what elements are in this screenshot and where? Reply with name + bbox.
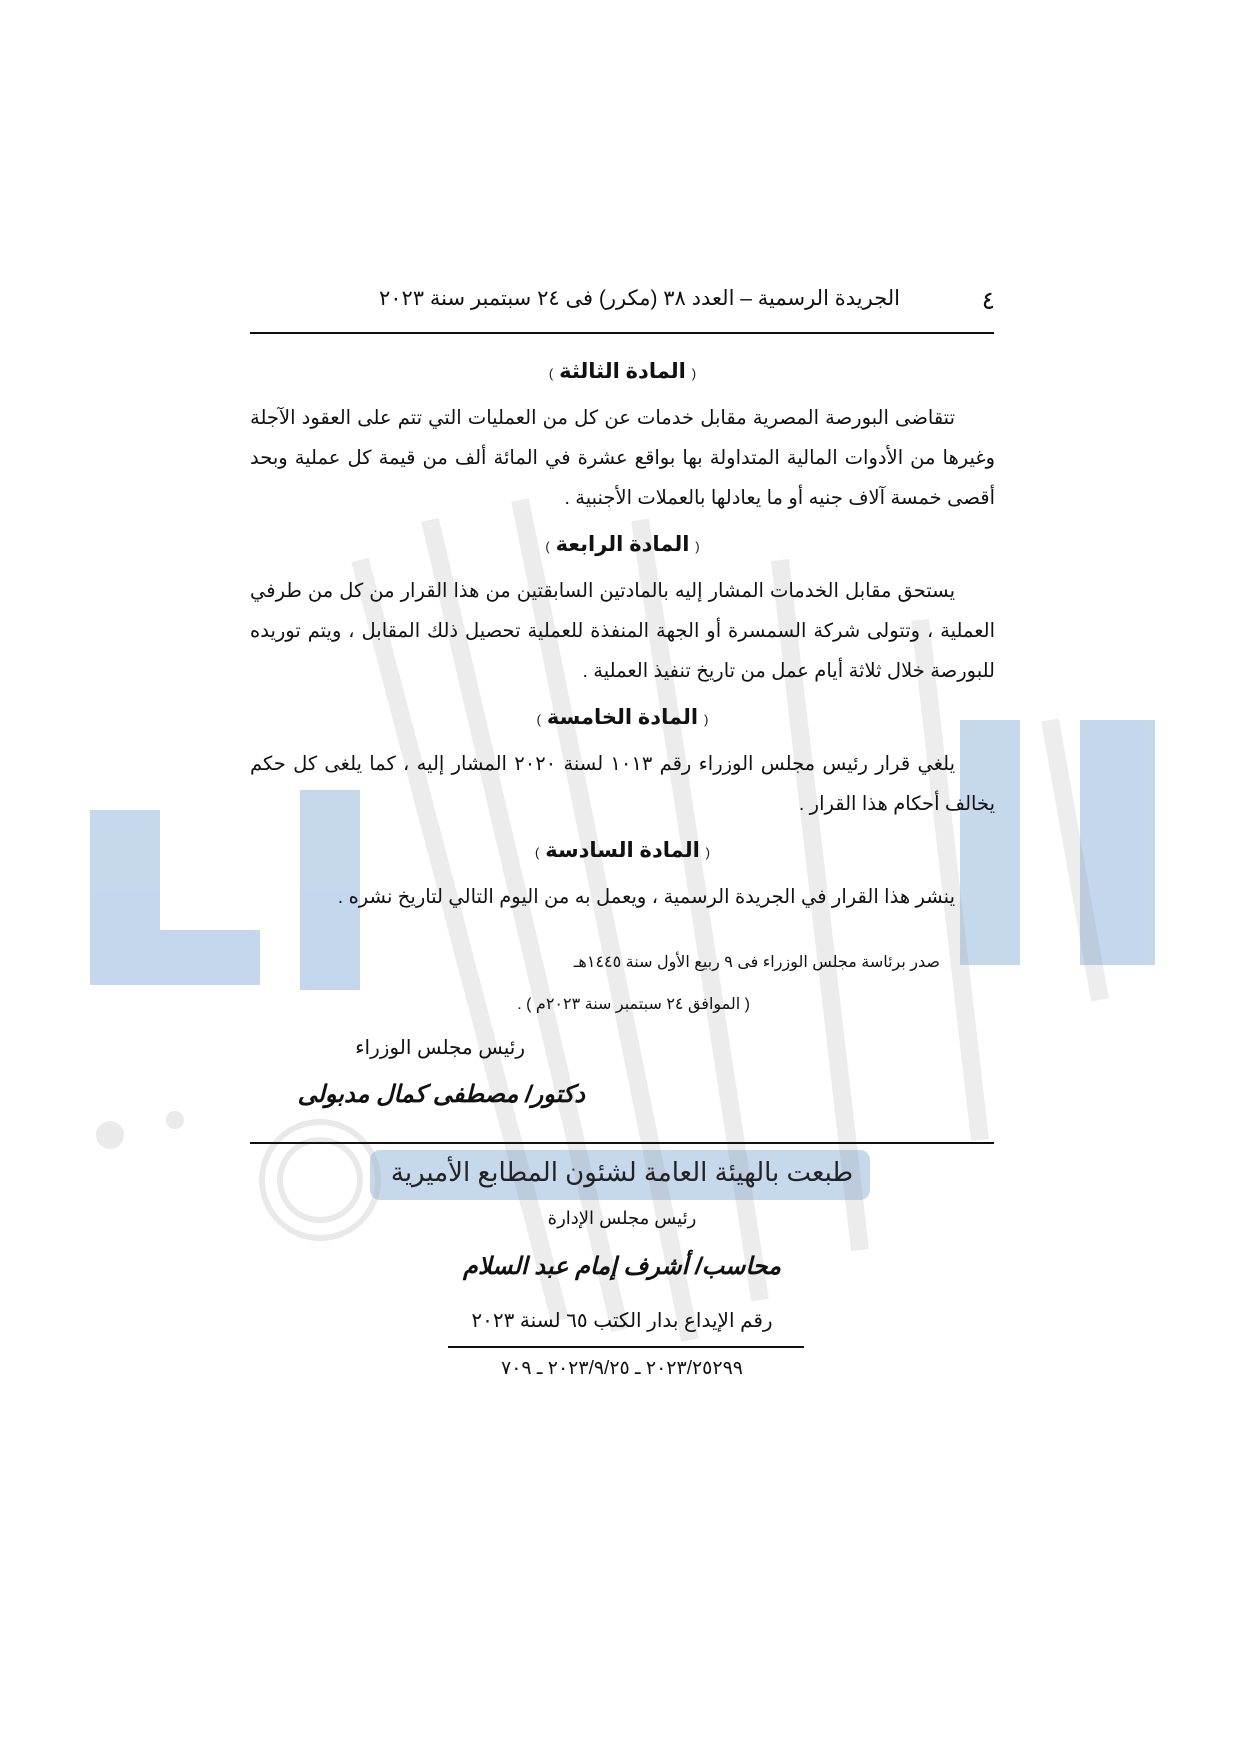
gazette-title: الجريدة الرسمية – العدد ٣٨ (مكرر) فى ٢٤ سبتمبر سنة ٢٠٢٣ bbox=[378, 287, 900, 310]
chairman-title: رئيس مجلس الإدارة bbox=[547, 1208, 697, 1228]
corresponding-date: ( الموافق ٢٤ سبتمبر سنة ٢٠٢٣م ) . bbox=[517, 996, 750, 1013]
article-3 bbox=[250, 359, 995, 518]
article-text: يستحق مقابل الخدمات المشار إليه بالمادتين السابقتين من هذا القرار من كل من طرفي العملية ، وتتولى شركة السمسرة أو الجهة المنفذة للعملية تحصيل ذلك المقابل ، ويتم توريده للبورصة خلال ثلاثة أيام عمل من تاريخ تنفيذ العملية . bbox=[250, 580, 995, 682]
serial-number: ٢٠٢٣/٢٥٢٩٩ ـ ٢٠٢٣/٩/٢٥ ـ ٧٠٩ bbox=[501, 1358, 743, 1379]
article-heading: ( المادة الرابعة ) bbox=[545, 533, 700, 556]
article-heading: ( المادة الثالثة ) bbox=[548, 360, 697, 383]
articles bbox=[250, 345, 995, 917]
footer-rule bbox=[250, 1142, 994, 1144]
article-text: تتقاضى البورصة المصرية مقابل خدمات عن كل من العمليات التي تتم على العقود الآجلة وغيرها من الأدوات المالية المتداولة بها بواقع عشرة في المائة ألف من قيمة كل عملية وبحد أقصى خمسة آلاف جنيه أو ما يعادلها بالعملات الأجنبية . bbox=[250, 407, 995, 509]
deposit-rule bbox=[448, 1346, 804, 1348]
article-heading: ( المادة الخامسة ) bbox=[536, 706, 709, 729]
article-5 bbox=[250, 705, 995, 824]
article-6 bbox=[250, 838, 995, 917]
article-heading: ( المادة السادسة ) bbox=[535, 839, 710, 862]
prime-minister-title: رئيس مجلس الوزراء bbox=[355, 1037, 525, 1059]
page-header bbox=[250, 280, 995, 330]
article-text: يلغي قرار رئيس مجلس الوزراء رقم ١٠١٣ لسنة ٢٠٢٠ المشار إليه ، كما يلغى كل حكم يخالف أحكام هذا القرار . bbox=[250, 753, 995, 815]
header-rule bbox=[250, 332, 994, 334]
article-4 bbox=[250, 532, 995, 691]
deposit-number: رقم الإيداع بدار الكتب ٦٥ لسنة ٢٠٢٣ bbox=[471, 1310, 773, 1332]
article-text: ينشر هذا القرار في الجريدة الرسمية ، ويعمل به من اليوم التالي لتاريخ نشره . bbox=[337, 886, 955, 908]
chairman-name: محاسب/ أشرف إمام عبد السلام bbox=[463, 1253, 781, 1280]
page-number: ٤ bbox=[981, 287, 995, 315]
printer-name: طبعت بالهيئة العامة لشئون المطابع الأميرية bbox=[390, 1157, 854, 1187]
prime-minister-name: دكتور/ مصطفى كمال مدبولى bbox=[297, 1081, 585, 1108]
issued-date: صدر برئاسة مجلس الوزراء فى ٩ ربيع الأول سنة ١٤٤٥هـ bbox=[573, 954, 940, 971]
main-content bbox=[250, 280, 995, 330]
